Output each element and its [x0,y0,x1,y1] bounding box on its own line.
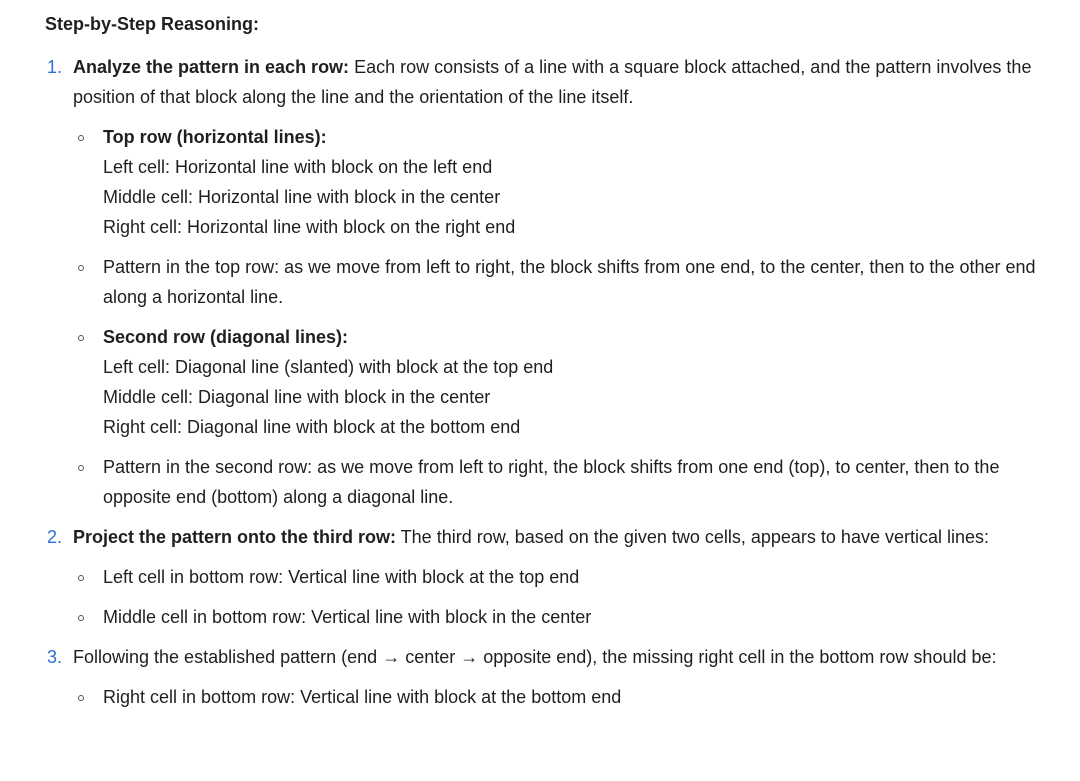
step-text: Each row consists of a line with a square block attached, and the pattern involves the position of that block along the line and the orientation of the line itself. [73,57,1032,107]
bullet-icon [78,695,84,701]
sub-title: Top row (horizontal lines): [103,127,327,147]
sub-item [73,602,1045,632]
step-1 [45,52,1045,512]
bullet-icon [78,135,84,141]
sub-text: Middle cell in bottom row: Vertical line with block in the center [103,607,592,627]
sub-line: Left cell: Diagonal line (slanted) with block at the top end [103,357,554,377]
sub-text: Right cell in bottom row: Vertical line with block at the bottom end [103,687,622,707]
sub-item [73,452,1045,512]
step-number: 1. [47,57,63,77]
sub-item [73,682,1045,712]
sub-text: Pattern in the second row: as we move from left to right, the block shifts from one end (top), to center, then to the opposite end (bottom) along a diagonal line. [103,457,1000,507]
step-text: Following the established pattern (end → center → opposite end), the missing right cell in the bottom row should be: [73,647,997,667]
bullet-icon [78,575,84,581]
sub-line: Right cell: Horizontal line with block on the right end [103,217,516,237]
bullet-icon [78,265,84,271]
sub-line: Middle cell: Diagonal line with block in the center [103,387,491,407]
sub-item [73,322,1045,442]
sub-item [73,562,1045,592]
sub-title: Second row (diagonal lines): [103,327,349,347]
bullet-icon [78,335,84,341]
step-3 [45,642,1045,712]
sub-list [73,122,1045,512]
bullet-icon [78,465,84,471]
sub-line: Middle cell: Horizontal line with block in the center [103,187,501,207]
reasoning-document [45,12,1045,722]
sub-text: Pattern in the top row: as we move from left to right, the block shifts from one end, to the center, then to the other end along a horizontal line. [103,257,1036,307]
sub-line: Left cell: Horizontal line with block on the left end [103,157,493,177]
sub-list [73,682,1045,712]
steps-list [45,52,1045,712]
sub-line: Right cell: Diagonal line with block at the bottom end [103,417,521,437]
bullet-icon [78,615,84,621]
step-text: The third row, based on the given two cells, appears to have vertical lines: [396,527,989,547]
sub-text: Left cell in bottom row: Vertical line with block at the top end [103,567,580,587]
sub-item [73,122,1045,242]
step-2 [45,522,1045,632]
step-title: Project the pattern onto the third row: [73,527,396,547]
sub-item [73,252,1045,312]
sub-list [73,562,1045,632]
step-number: 2. [47,527,63,547]
section-heading: Step-by-Step Reasoning: [45,14,260,34]
step-title: Analyze the pattern in each row: [73,57,350,77]
step-number: 3. [47,647,63,667]
